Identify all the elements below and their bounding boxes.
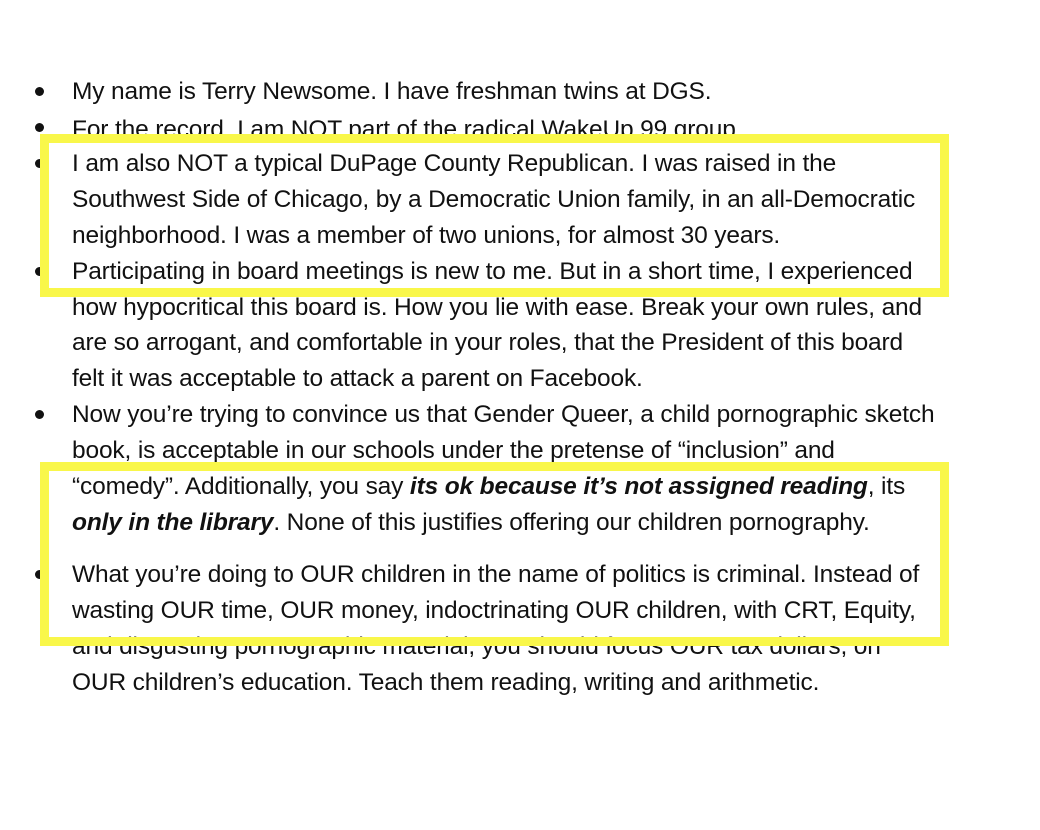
bullet-item xyxy=(0,74,940,110)
bullet-text: Participating in board meetings is new to me. But in a short time, I experienced how hypocritical this board is. How you lie with ease. Break your own rules, and are so arrogant, and comfortable in your roles, that the President of this board felt it was acceptable to attack a parent on Facebook. xyxy=(72,257,922,393)
bullet-text: I am also NOT a typical DuPage County Republican. I was raised in the Southwest Side of Chicago, by a Democratic Union family, in an all-Democratic neighborhood. I was a member of two unions, for almost 30 years. xyxy=(72,149,916,249)
emphasis-text: only in the library xyxy=(72,508,274,536)
bullet-item xyxy=(0,557,940,701)
bullet-text-part: Now you’re trying to convince us that Gender Queer, a child pornographic sketch book, is acceptable in our schools under the pretense of “inclusion” and “comedy”. Additionally, you say xyxy=(72,401,935,501)
bullet-dot xyxy=(35,159,44,168)
bullet-dot xyxy=(35,123,44,132)
bullet-item xyxy=(0,110,940,146)
emphasis-text: its ok because it’s not assigned reading xyxy=(409,473,868,501)
bullet-text: What you’re doing to OUR children in the name of politics is criminal. Instead of wasting OUR time, OUR money, indoctrinating OUR children, with CRT, Equity, and disgusting pornographic material, you should focus OUR tax dollars, on OUR children’s education. Teach them reading, writing and arithmetic. xyxy=(72,561,920,696)
bullet-text: For the record, I am NOT part of the radical WakeUp 99 group. xyxy=(72,115,743,143)
bullet-item xyxy=(0,254,940,398)
bullet-item xyxy=(0,397,940,557)
bullet-text-part: . None of this justifies offering our children pornography. xyxy=(273,508,870,536)
bullet-text: My name is Terry Newsome. I have freshman twins at DGS. xyxy=(72,78,712,105)
bullet-text xyxy=(72,397,940,541)
bullet-dot xyxy=(35,570,44,579)
bullet-dot xyxy=(35,87,44,96)
bullet-item xyxy=(0,146,940,254)
bullet-text-part: , its xyxy=(867,473,906,501)
bullet-dot xyxy=(35,410,44,419)
bullet-dot xyxy=(35,267,44,276)
bullet-list xyxy=(0,74,1040,701)
